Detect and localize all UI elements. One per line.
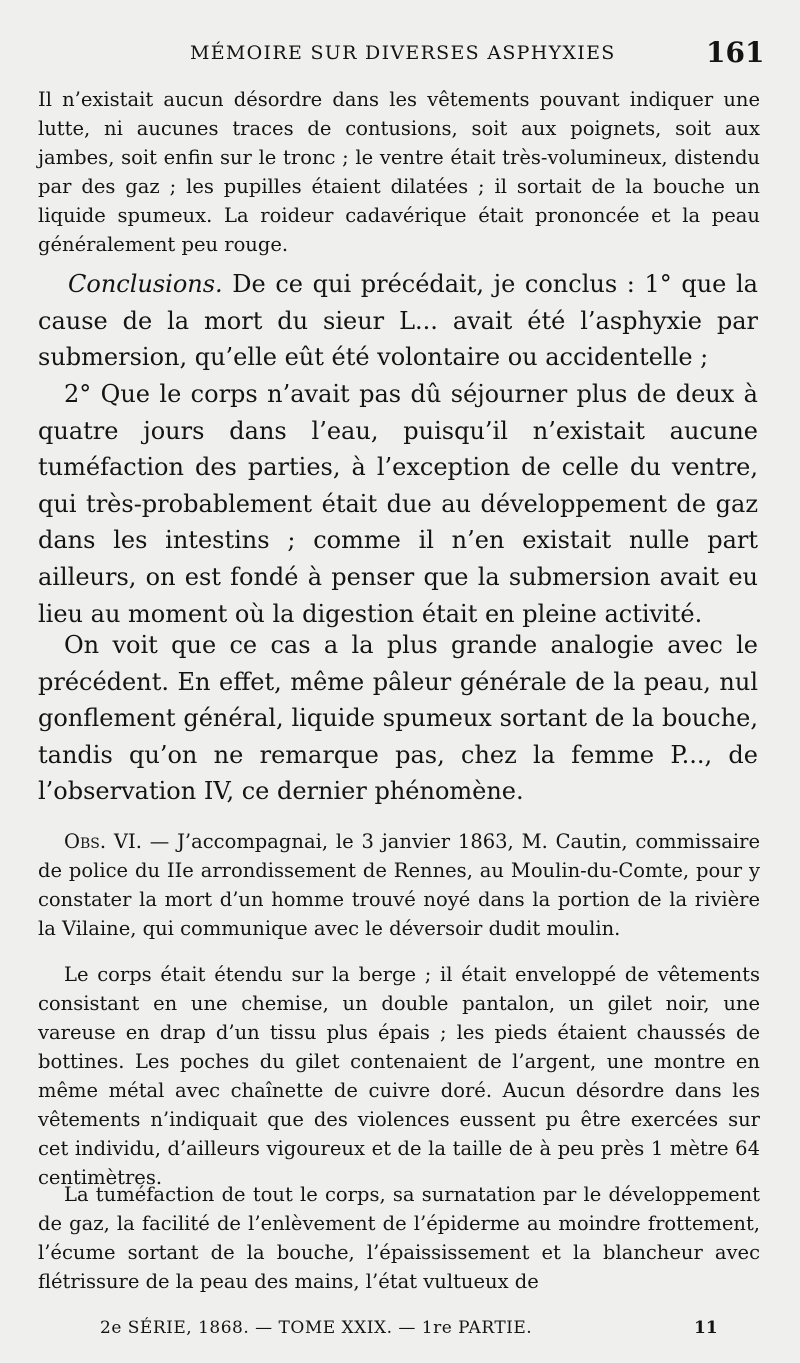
paragraph-body-description: Le corps était étendu sur la berge ; il était enveloppé de vêtements consistant en une chemise, un double pantalon, un gilet noir, une vareuse en drap d’un tissu plus épais ; les pieds étaient chaussés de bottines. Les poches du gilet contenaient de l’argent, une montre en même métal avec chaînette de cuivre doré. Aucun désordre dans les vêtements n’indiquait que des violences eussent pu être exercées sur cet individu, d’ailleurs vigoureux et de la taille de à peu près 1 mètre 64 centimètres. — [38, 963, 760, 1189]
paragraph-comparison: On voit que ce cas a la plus grande analogie avec le précédent. En effet, même pâleur générale de la peau, nul gonflement général, liquide spumeux sortant de la bouche, tandis qu’on ne remarque pas, chez la femme P..., de l’observation IV, ce dernier phénomène. — [38, 631, 758, 806]
paragraph-observation-vi — [38, 827, 760, 943]
paragraph-tumefaction: La tuméfaction de tout le corps, sa surnatation par le développement de gaz, la facilité de l’enlèvement de l’épiderme au moindre frottement, l’écume sortant de la bouche, l’épaississement et la blancheur avec flétrissure de la peau des mains, l’état vultueux de — [38, 1183, 760, 1293]
conclusions-label: Conclusions. — [68, 270, 223, 298]
paragraph-conclusions — [38, 266, 758, 376]
running-head: MÉMOIRE SUR DIVERSES ASPHYXIES — [190, 42, 616, 64]
conclusions-text: De ce qui précédait, je conclus : 1° que la cause de la mort du sieur L... avait été l’asphyxie par submersion, qu’elle eût été volontaire ou accidentelle ; — [38, 270, 758, 372]
page-footer — [0, 1318, 800, 1348]
observation-text: — J’accompagnai, le 3 janvier 1863, M. Cautin, commissaire de police du IIe arrondissement de Rennes, au Moulin-du-Comte, pour y constater la mort d’un homme trouvé noyé dans la portion de la rivière la Vilaine, qui communique avec le déversoir dudit moulin. — [38, 830, 761, 940]
page-header — [0, 34, 800, 74]
sheet-number: 11 — [694, 1318, 718, 1338]
page-number: 161 — [706, 36, 765, 69]
paragraph-second-conclusion: 2° Que le corps n’avait pas dû séjourner plus de deux à quatre jours dans l’eau, puisqu’il n’existait aucune tuméfaction des parties, à l’exception de celle du ventre, qui très-probablement était due au développement de gaz dans les intestins ; comme il n’en existait nulle part ailleurs, on est fondé à penser que la submersion avait eu lieu au moment où la digestion était en pleine activité. — [38, 380, 758, 628]
paragraph-autopsy-findings: Il n’existait aucun désordre dans les vêtements pouvant indiquer une lutte, ni aucunes traces de contusions, soit aux poignets, soit aux jambes, soit enfin sur le tronc ; le ventre était très-volumineux, distendu par des gaz ; les pupilles étaient dilatées ; il sortait de la bouche un liquide spumeux. La roideur cadavérique était prononcée et la peau généralement peu rouge. — [38, 88, 760, 256]
signature-line: 2e SÉRIE, 1868. — TOME XXIX. — 1re PARTIE. — [100, 1318, 533, 1338]
observation-label: Obs. VI. — [64, 830, 142, 853]
